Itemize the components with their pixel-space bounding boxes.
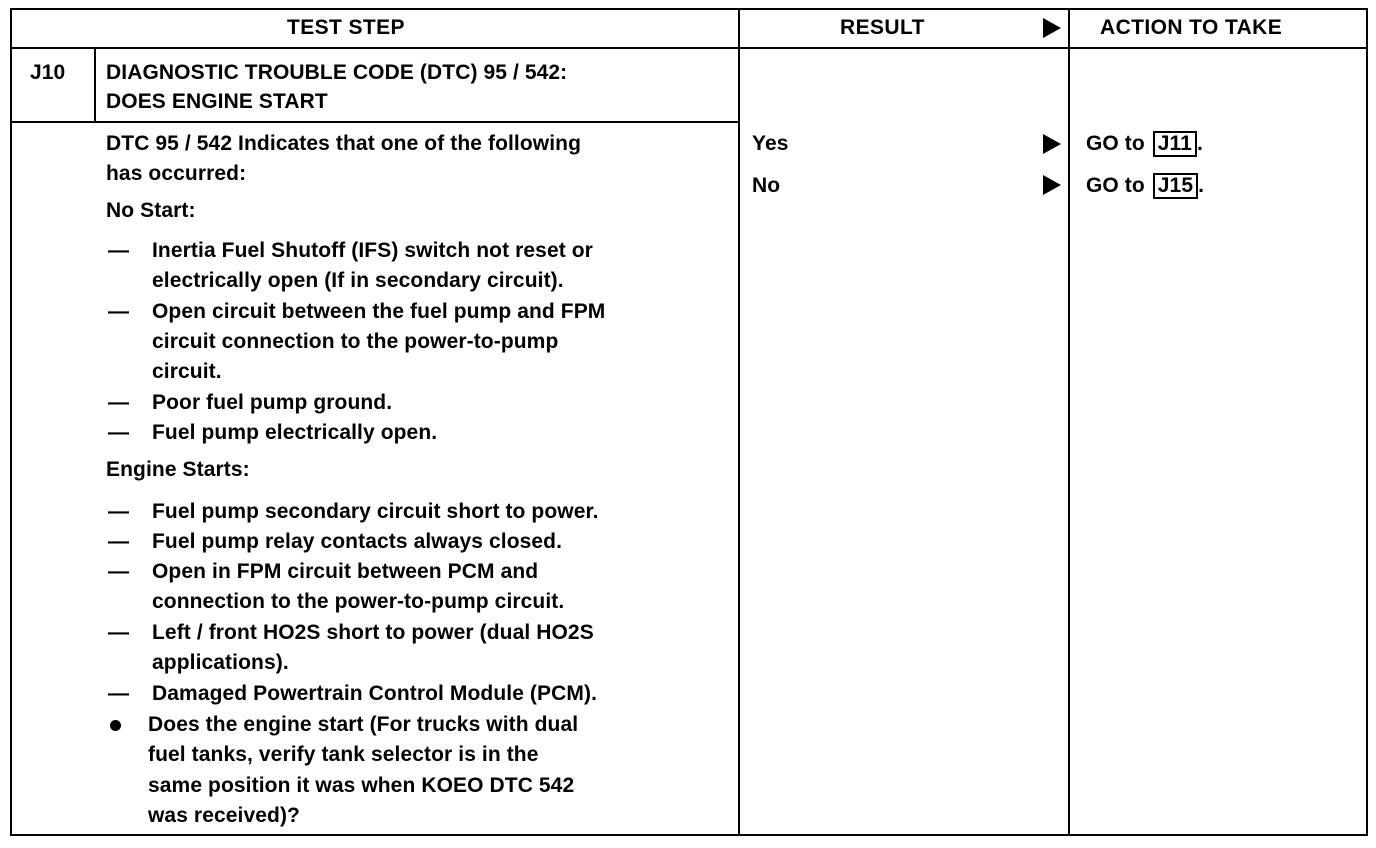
action-no [1086, 171, 1204, 201]
intro-line1: DTC 95 / 542 Indicates that one of the following [106, 132, 582, 155]
intro-line2: has occurred: [106, 162, 247, 185]
step-title-bottom-border [10, 121, 738, 123]
action-no-suffix: . [1198, 174, 1205, 197]
no-start-item-2-line3: circuit. [152, 360, 222, 383]
question-line2: fuel tanks, verify tank selector is in the [148, 743, 539, 766]
result-column-left-border [738, 8, 740, 836]
header-test-step: TEST STEP [287, 16, 405, 39]
step-id-divider [94, 47, 96, 123]
step-link-j15[interactable]: J15 [1153, 173, 1198, 199]
dash-marker: — [108, 391, 129, 414]
right-triangle-arrow-icon [1043, 134, 1061, 154]
dash-marker: — [108, 421, 129, 444]
no-start-item-1-line1: Inertia Fuel Shutoff (IFS) switch not reset or [152, 239, 593, 262]
engine-starts-item-1: Fuel pump secondary circuit short to power. [152, 500, 599, 523]
no-start-item-2-line1: Open circuit between the fuel pump and FPM [152, 300, 606, 323]
no-start-item-2-line2: circuit connection to the power-to-pump [152, 330, 559, 353]
action-yes-prefix: GO to [1086, 132, 1145, 155]
engine-starts-item-4-line2: applications). [152, 651, 289, 674]
no-start-item-1-line2: electrically open (If in secondary circuit). [152, 269, 564, 292]
action-yes [1086, 129, 1203, 159]
result-yes: Yes [752, 132, 789, 155]
table-top-border [10, 8, 1368, 10]
header-bottom-border [10, 47, 1368, 49]
engine-starts-item-3-line2: connection to the power-to-pump circuit. [152, 590, 565, 613]
right-triangle-arrow-icon [1043, 18, 1061, 38]
dash-marker: — [108, 621, 129, 644]
right-triangle-arrow-icon [1043, 175, 1061, 195]
dash-marker: — [108, 530, 129, 553]
bullet-icon [110, 720, 121, 731]
no-start-item-4-line1: Fuel pump electrically open. [152, 421, 438, 444]
question-line4: was received)? [148, 804, 300, 827]
no-start-item-3-line1: Poor fuel pump ground. [152, 391, 393, 414]
step-title-line2: DOES ENGINE START [106, 90, 328, 113]
dash-marker: — [108, 500, 129, 523]
step-title-line1: DIAGNOSTIC TROUBLE CODE (DTC) 95 / 542: [106, 61, 568, 84]
action-yes-suffix: . [1196, 132, 1203, 155]
action-column-left-border [1068, 8, 1070, 836]
dash-marker: — [108, 682, 129, 705]
question-line3: same position it was when KOEO DTC 542 [148, 774, 575, 797]
engine-starts-item-5: Damaged Powertrain Control Module (PCM). [152, 682, 598, 705]
no-start-heading: No Start: [106, 199, 196, 222]
dash-marker: — [108, 560, 129, 583]
step-id: J10 [30, 61, 66, 84]
table-bottom-border [10, 834, 1368, 836]
dash-marker: — [108, 239, 129, 262]
engine-starts-item-4-line1: Left / front HO2S short to power (dual HO2S [152, 621, 594, 644]
action-no-prefix: GO to [1086, 174, 1145, 197]
question-line1: Does the engine start (For trucks with dual [148, 713, 579, 736]
step-link-j11[interactable]: J11 [1153, 131, 1197, 157]
dash-marker: — [108, 300, 129, 323]
engine-starts-item-2: Fuel pump relay contacts always closed. [152, 530, 563, 553]
table-right-border [1366, 8, 1368, 836]
table-left-border [10, 8, 12, 836]
header-result: RESULT [840, 16, 925, 39]
result-no: No [752, 174, 781, 197]
engine-starts-heading: Engine Starts: [106, 458, 250, 481]
engine-starts-item-3-line1: Open in FPM circuit between PCM and [152, 560, 539, 583]
header-action: ACTION TO TAKE [1100, 16, 1283, 39]
